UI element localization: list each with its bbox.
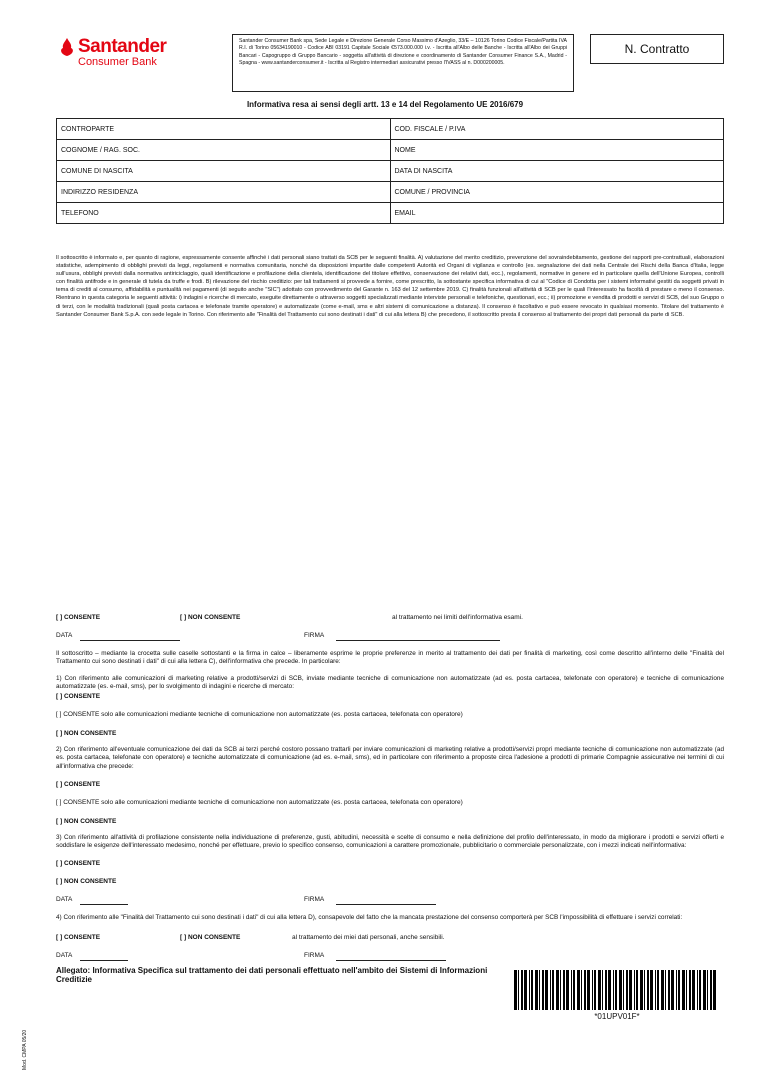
field-email[interactable]: EMAIL	[390, 203, 724, 224]
date-label-1: DATA	[56, 632, 73, 639]
consent-1-note: al trattamento nei limiti dell'informativa esami.	[392, 614, 523, 621]
field-nome[interactable]: NOME	[390, 140, 724, 161]
point-3: 3) Con riferimento all'attività di profilazione consistente nella individuazione di preferenze, gusti, abitudini, necessità e scelte di consumo e nella definizione del profilo dell'interessato, in modo da migliorare i prodotti e servizi offerti e soddisfare le esigenze dell'interessato medesimo, nonché per effettuare, previo lo specifico consenso, comunicazioni a carattere promozionale, pubblicitario o commerciale personalizzate, con i mezzi indicati nell'informativa:	[56, 834, 724, 850]
flame-icon	[60, 38, 74, 56]
p1-partial[interactable]: [ ] CONSENTE solo alle comunicazioni mediante tecniche di comunicazione non automatizzate (es. posta cartacea, telefonata con operatore)	[56, 711, 463, 718]
p4-noconsent[interactable]: [ ] NON CONSENTE	[180, 934, 241, 941]
date-line-3[interactable]	[80, 904, 128, 905]
marketing-intro: Il sottoscritto – mediante la crocetta sulle caselle sottostanti e la firma in calce – liberamente esprime le proprie preferenze in merito al trattamento dei dati per finalità di marketing, così come descritto all'interno delle "Finalità del Trattamento cui sono destinati i dati" di cui alla lettera C), dell'informativa che precede. In particolare:	[56, 650, 724, 666]
sign-line-4[interactable]	[336, 960, 446, 961]
date-label-3: DATA	[56, 896, 73, 903]
p1-noconsent[interactable]: [ ] NON CONSENTE	[56, 730, 117, 737]
company-info: Santander Consumer Bank spa, Sede Legale e Direzione Generale Corso Massimo d'Azeglio, 33/E – 10126 Torino Codice Fiscale/Partita IVA R.I. di Torino 05634190010 - Codice ABI 03191 Capitale Sociale €573.000.000 i.v. - Iscritta all'Albo delle Banche - Iscritta all'Albo dei Gruppi Bancari - Capogruppo di Gruppo Bancario - soggetta all'attività di direzione e coordinamento di Santander Consumer Finance S.A., Madrid - Spagna - www.santanderconsumer.it - Iscritta al Registro intermediari assicurativi presso l'IVASS al n. D000200005.	[232, 34, 574, 92]
field-controparte[interactable]: CONTROPARTE	[57, 119, 391, 140]
p4-note: al trattamento dei miei dati personali, anche sensibili.	[292, 934, 445, 941]
field-cf[interactable]: COD. FISCALE / P.IVA	[390, 119, 724, 140]
field-cognome[interactable]: COGNOME / RAG. SOC.	[57, 140, 391, 161]
field-indirizzo[interactable]: INDIRIZZO RESIDENZA	[57, 182, 391, 203]
date-line-1[interactable]	[80, 640, 180, 641]
barcode	[512, 970, 722, 1010]
field-telefono[interactable]: TELEFONO	[57, 203, 391, 224]
brand-sub: Consumer Bank	[78, 56, 157, 68]
p3-consent[interactable]: [ ] CONSENTE	[56, 860, 101, 867]
allegato-title: Allegato: Informativa Specifica sul trattamento dei dati personali effettuato nell'ambito dei Sistemi di Informazioni Creditizie	[56, 966, 488, 984]
contract-number-box[interactable]: N. Contratto	[590, 34, 724, 64]
page-title: Informativa resa ai sensi degli artt. 13 e 14 del Regolamento UE 2016/679	[246, 100, 524, 109]
field-comune-provincia[interactable]: COMUNE / PROVINCIA	[390, 182, 724, 203]
sign-line-1[interactable]	[336, 640, 500, 641]
p2-partial[interactable]: [ ] CONSENTE solo alle comunicazioni mediante tecniche di comunicazione non automatizzate (es. posta cartacea, telefonata con operatore)	[56, 799, 463, 806]
personal-data-form	[56, 118, 724, 224]
sign-label-1: FIRMA	[304, 632, 325, 639]
sign-label-4: FIRMA	[304, 952, 325, 959]
consent-1[interactable]: [ ] CONSENTE	[56, 614, 101, 621]
brand-name: Santander	[78, 36, 167, 57]
p3-noconsent[interactable]: [ ] NON CONSENTE	[56, 878, 117, 885]
date-label-4: DATA	[56, 952, 73, 959]
field-comune-nascita[interactable]: COMUNE DI NASCITA	[57, 161, 391, 182]
point-4: 4) Con riferimento alle "Finalità del Trattamento cui sono destinati i dati" di cui alla lettera D), consapevole del fatto che la mancata prestazione del consenso comporterà per SCB l'impossibilità di effettuare i servizi correlati:	[56, 914, 683, 921]
point-1: 1) Con riferimento alle comunicazioni di marketing relative a prodotti/servizi di SCB, inviate mediante tecniche di comunicazione non automatizzate (ad es. posta cartacea, telefonate con operatore) e tecniche di comunicazione automatizzate (es. e-mail, sms), per lo svolgimento di indagini e ricerche di mercato:	[56, 675, 724, 691]
santander-logo	[60, 36, 200, 76]
p1-consent[interactable]: [ ] CONSENTE	[56, 693, 101, 700]
p4-consent[interactable]: [ ] CONSENTE	[56, 934, 101, 941]
date-line-4[interactable]	[80, 960, 128, 961]
barcode-number: *01UPV01F*	[594, 1012, 640, 1021]
p2-noconsent[interactable]: [ ] NON CONSENTE	[56, 818, 117, 825]
p2-consent[interactable]: [ ] CONSENTE	[56, 781, 101, 788]
sign-line-3[interactable]	[336, 904, 436, 905]
privacy-text: Il sottoscritto è informato e, per quanto di ragione, espressamente consente affinché i dati personali siano trattati da SCB per le seguenti finalità. A) valutazione del merito creditizio, prevenzione del sovraindebitamento, gestione dei rapporti pre-contrattuali, elaborazioni statistiche, adempimento di obblighi previsti da leggi, regolamenti e normativa comunitaria, nonché da disposizioni impartite dalle competenti Autorità ed Organi di vigilanza e controllo (es. segnalazione dei dati nella Centrale dei Rischi della Banca d'Italia, legge sull'usura, obblighi previsti dalla normativa antiriciclaggio, quali identificazione e profilazione della clientela, identificazione del titolare effettivo, conservazione dei relativi dati, ecc.), regolamenti, normative in genere ed in particolare quella dell'Unione Europea, controlli con finalità antifrode e in generale di tutela da truffe e frodi. B) rilevazione del rischio creditizio: per tali trattamenti si provvede a fornire, come prescritto, la sottostante specifica informativa di cui al "Codice di Condotta per i sistemi informativi gestiti da soggetti privati in tema di crediti al consumo, affidabilità e puntualità nei pagamenti (di seguito anche "SIC") adottato con provvedimento del Garante n. 163 del 12 settembre 2019. C) finalità funzionali all'attività di SCB per le quali l'interessato ha facoltà di prestare o meno il consenso. Rientrano in questa categoria le seguenti attività: i) indagini e ricerche di mercato, eseguite direttamente o attraverso soggetti specializzati mediante interviste personali e telefoniche, questionari, ecc.; ii) promozione e vendita di prodotti e servizi di SCB, del suo Gruppo o di terzi, con le modalità tradizionali (quali posta cartacea e telefonate tramite operatore) e automatizzate (come e-mail, sms e altri sistemi di comunicazione a distanza). Il consenso è facoltativo e può essere revocato in qualsiasi momento. Titolare del trattamento è Santander Consumer Bank S.p.A. con sede legale in Torino. Con riferimento alle "Finalità del Trattamento cui sono destinati i dati" di cui alla lettera B) che precedono, il sottoscritto presta il consenso al trattamento dei propri dati personali da parte di SCB.	[56, 255, 724, 318]
sign-label-3: FIRMA	[304, 896, 325, 903]
side-code: Mod. CMPA 05/20	[22, 1029, 28, 1070]
field-data-nascita[interactable]: DATA DI NASCITA	[390, 161, 724, 182]
noconsent-1[interactable]: [ ] NON CONSENTE	[180, 614, 241, 621]
point-2: 2) Con riferimento all'eventuale comunicazione dei dati da SCB ai terzi perché costoro possano trattarli per inviare comunicazioni di marketing relative a prodotti/servizi propri mediante tecniche di comunicazione non automatizzate (ad es. posta cartacea, telefonate con operatore) e tecniche automatizzate di comunicazione (ad es. e-mail, sms), ed in particolare con riferimento a proposte circa l'adesione a prodotti di primarie Compagnie assicurative nei termini di cui all'informativa che precede:	[56, 746, 724, 770]
